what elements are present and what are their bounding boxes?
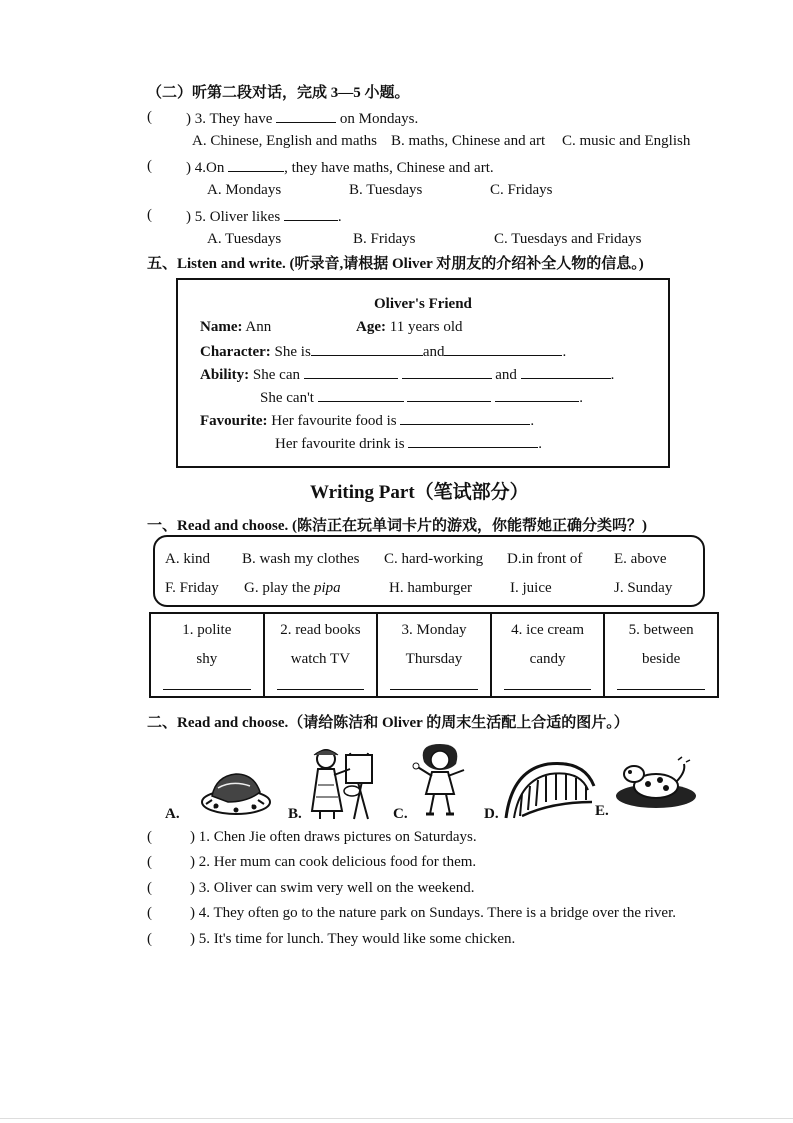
writing-part-title: Writing Part（笔试部分） bbox=[310, 482, 529, 503]
age-label: Age: bbox=[356, 319, 386, 335]
character-blank-2[interactable] bbox=[444, 341, 562, 356]
sentence-paren-close: ) bbox=[190, 880, 195, 896]
roast-chicken-icon bbox=[198, 758, 274, 818]
card-h: H. hamburger bbox=[389, 580, 473, 596]
sentence-paren-close: ) bbox=[190, 829, 195, 845]
period: . bbox=[610, 367, 615, 383]
category-answer-blank[interactable] bbox=[277, 687, 365, 690]
card-d: D.in front of bbox=[507, 551, 583, 567]
question-3-paren-open: ( bbox=[147, 109, 152, 125]
section-heading-read-choose-2: 二、Read and choose.（请给陈洁和 Oliver 的周末生活配上合适的图片。） bbox=[147, 715, 629, 731]
word-cards-box bbox=[153, 535, 705, 607]
dog-swimming-icon bbox=[612, 756, 700, 812]
drink-blank[interactable] bbox=[408, 433, 538, 448]
sentence-text: 2. Her mum can cook delicious food for them. bbox=[198, 854, 477, 870]
category-word-2: watch TV bbox=[290, 651, 351, 667]
sentence-2 bbox=[190, 853, 476, 871]
question-5-text: 5. Oliver likes bbox=[194, 209, 281, 225]
question-4 bbox=[186, 157, 494, 177]
card-g bbox=[244, 579, 341, 597]
character-row bbox=[200, 341, 566, 361]
question-3-text: 3. They have bbox=[194, 111, 273, 127]
bridge-icon bbox=[502, 756, 596, 820]
category-word-1: 3. Monday bbox=[401, 622, 467, 638]
ability-row bbox=[200, 364, 614, 384]
question-4-text-after: , they have maths, Chinese and art. bbox=[284, 160, 494, 176]
category-table bbox=[149, 612, 719, 698]
sentence-text: 1. Chen Jie often draws pictures on Saturdays. bbox=[198, 829, 477, 845]
ability-blank-3[interactable] bbox=[521, 364, 611, 379]
food-text: Her favourite food is bbox=[271, 413, 397, 429]
ability-label: Ability: bbox=[200, 367, 250, 383]
category-1 bbox=[151, 614, 265, 696]
category-word-1: 1. polite bbox=[182, 622, 232, 638]
sentence-paren-close: ) bbox=[190, 931, 195, 947]
category-word-1: 4. ice cream bbox=[511, 622, 585, 638]
category-answer-blank[interactable] bbox=[504, 687, 592, 690]
question-4-text: 4.On bbox=[194, 160, 225, 176]
picture-label-d: D. bbox=[484, 806, 499, 822]
question-4-paren-close: ) bbox=[186, 160, 191, 176]
character-text: She is bbox=[274, 344, 311, 360]
category-3 bbox=[378, 614, 492, 696]
picture-label-a: A. bbox=[165, 806, 180, 822]
cant-blank-3[interactable] bbox=[495, 387, 579, 402]
name-value: Ann bbox=[245, 319, 272, 335]
cant-row bbox=[260, 387, 583, 407]
category-word-2: beside bbox=[642, 651, 681, 667]
question-5-text-after: . bbox=[337, 209, 342, 225]
question-5 bbox=[186, 206, 342, 226]
cant-blank-2[interactable] bbox=[407, 387, 491, 402]
picture-label-e: E. bbox=[595, 803, 609, 819]
question-5-paren-open: ( bbox=[147, 207, 152, 223]
category-answer-blank[interactable] bbox=[390, 687, 478, 690]
ability-text: She can bbox=[252, 367, 300, 383]
category-answer-blank[interactable] bbox=[163, 687, 251, 690]
option-4a: A. Mondays bbox=[207, 182, 282, 198]
picture-label-b: B. bbox=[288, 806, 302, 822]
sentence-1 bbox=[190, 828, 477, 846]
sentence-text: 4. They often go to the nature park on Sundays. There is a bridge over the river. bbox=[198, 905, 676, 921]
period: . bbox=[538, 436, 543, 452]
friend-info-box bbox=[176, 278, 670, 468]
age-value: 11 years old bbox=[389, 319, 463, 335]
cant-blank-1[interactable] bbox=[318, 387, 404, 402]
option-5a: A. Tuesdays bbox=[207, 231, 282, 247]
category-2 bbox=[265, 614, 379, 696]
name-label: Name: bbox=[200, 319, 243, 335]
option-3b: B. maths, Chinese and art bbox=[391, 133, 546, 149]
sentence-text: 5. It's time for lunch. They would like some chicken. bbox=[198, 931, 516, 947]
category-5 bbox=[605, 614, 717, 696]
answer-blank[interactable] bbox=[228, 157, 284, 172]
sentence-2-paren: ( bbox=[147, 854, 152, 870]
friend-box-title: Oliver's Friend bbox=[374, 296, 472, 312]
sentence-text: 3. Oliver can swim very well on the weekend. bbox=[198, 880, 475, 896]
answer-blank[interactable] bbox=[284, 206, 338, 221]
option-4c: C. Fridays bbox=[490, 182, 553, 198]
sentence-5-paren: ( bbox=[147, 931, 152, 947]
question-3-paren-close: ) bbox=[186, 111, 191, 127]
card-i: I. juice bbox=[510, 580, 552, 596]
category-word-1: 2. read books bbox=[280, 622, 361, 638]
section-heading-read-choose-1: 一、Read and choose. (陈洁正在玩单词卡片的游戏，你能帮她正确分类吗？) bbox=[147, 518, 648, 534]
category-word-1: 5. between bbox=[628, 622, 694, 638]
period: . bbox=[579, 390, 583, 406]
category-word-2: shy bbox=[196, 651, 218, 667]
sentence-3 bbox=[190, 879, 475, 897]
card-c: C. hard-working bbox=[384, 551, 484, 567]
girl-painting-icon bbox=[304, 745, 376, 821]
page-bottom-edge bbox=[0, 1118, 793, 1119]
card-e: E. above bbox=[614, 551, 667, 567]
period: . bbox=[530, 413, 535, 429]
name-row bbox=[200, 318, 271, 336]
option-3c: C. music and English bbox=[562, 133, 691, 149]
sentence-paren-close: ) bbox=[190, 854, 195, 870]
girl-swimming-icon bbox=[410, 742, 472, 818]
card-b: B. wash my clothes bbox=[242, 551, 360, 567]
sentence-4 bbox=[190, 904, 676, 922]
question-3 bbox=[186, 108, 418, 128]
food-row bbox=[200, 410, 534, 430]
sentence-5 bbox=[190, 930, 515, 948]
question-5-paren-close: ) bbox=[186, 209, 191, 225]
and-text: and bbox=[495, 367, 517, 383]
card-g-text: G. play the bbox=[244, 580, 314, 596]
card-a: A. kind bbox=[165, 551, 210, 567]
card-j: J. Sunday bbox=[614, 580, 673, 596]
and-text: and bbox=[422, 344, 445, 360]
character-label: Character: bbox=[200, 344, 271, 360]
sentence-1-paren: ( bbox=[147, 829, 152, 845]
ability-blank-1[interactable] bbox=[304, 364, 398, 379]
ability-blank-2[interactable] bbox=[402, 364, 492, 379]
section-heading-listening-2: （二）听第二段对话，完成 3—5 小题。 bbox=[147, 85, 410, 101]
period: . bbox=[562, 344, 567, 360]
option-4b: B. Tuesdays bbox=[349, 182, 423, 198]
category-word-2: Thursday bbox=[405, 651, 463, 667]
category-4 bbox=[492, 614, 606, 696]
category-answer-blank[interactable] bbox=[617, 687, 705, 690]
picture-label-c: C. bbox=[393, 806, 408, 822]
category-word-2: candy bbox=[529, 651, 566, 667]
answer-blank[interactable] bbox=[276, 108, 336, 123]
drink-row bbox=[275, 433, 542, 453]
section-heading-listen-write: 五、Listen and write. (听录音,请根据 Oliver 对朋友的介绍补全人物的信息。) bbox=[147, 256, 644, 272]
question-4-paren-open: ( bbox=[147, 158, 152, 174]
option-5b: B. Fridays bbox=[353, 231, 416, 247]
question-3-text-after: on Mondays. bbox=[339, 111, 419, 127]
card-g-pipa: pipa bbox=[313, 580, 341, 596]
drink-text: Her favourite drink is bbox=[275, 436, 405, 452]
food-blank[interactable] bbox=[400, 410, 530, 425]
option-5c: C. Tuesdays and Fridays bbox=[494, 231, 642, 247]
cant-text: She can't bbox=[260, 390, 314, 406]
age-row bbox=[356, 318, 463, 336]
option-3a: A. Chinese, English and maths bbox=[192, 133, 377, 149]
character-blank-1[interactable] bbox=[311, 341, 423, 356]
favourite-label: Favourite: bbox=[200, 413, 268, 429]
sentence-3-paren: ( bbox=[147, 880, 152, 896]
card-f: F. Friday bbox=[165, 580, 219, 596]
sentence-paren-close: ) bbox=[190, 905, 195, 921]
sentence-4-paren: ( bbox=[147, 905, 152, 921]
